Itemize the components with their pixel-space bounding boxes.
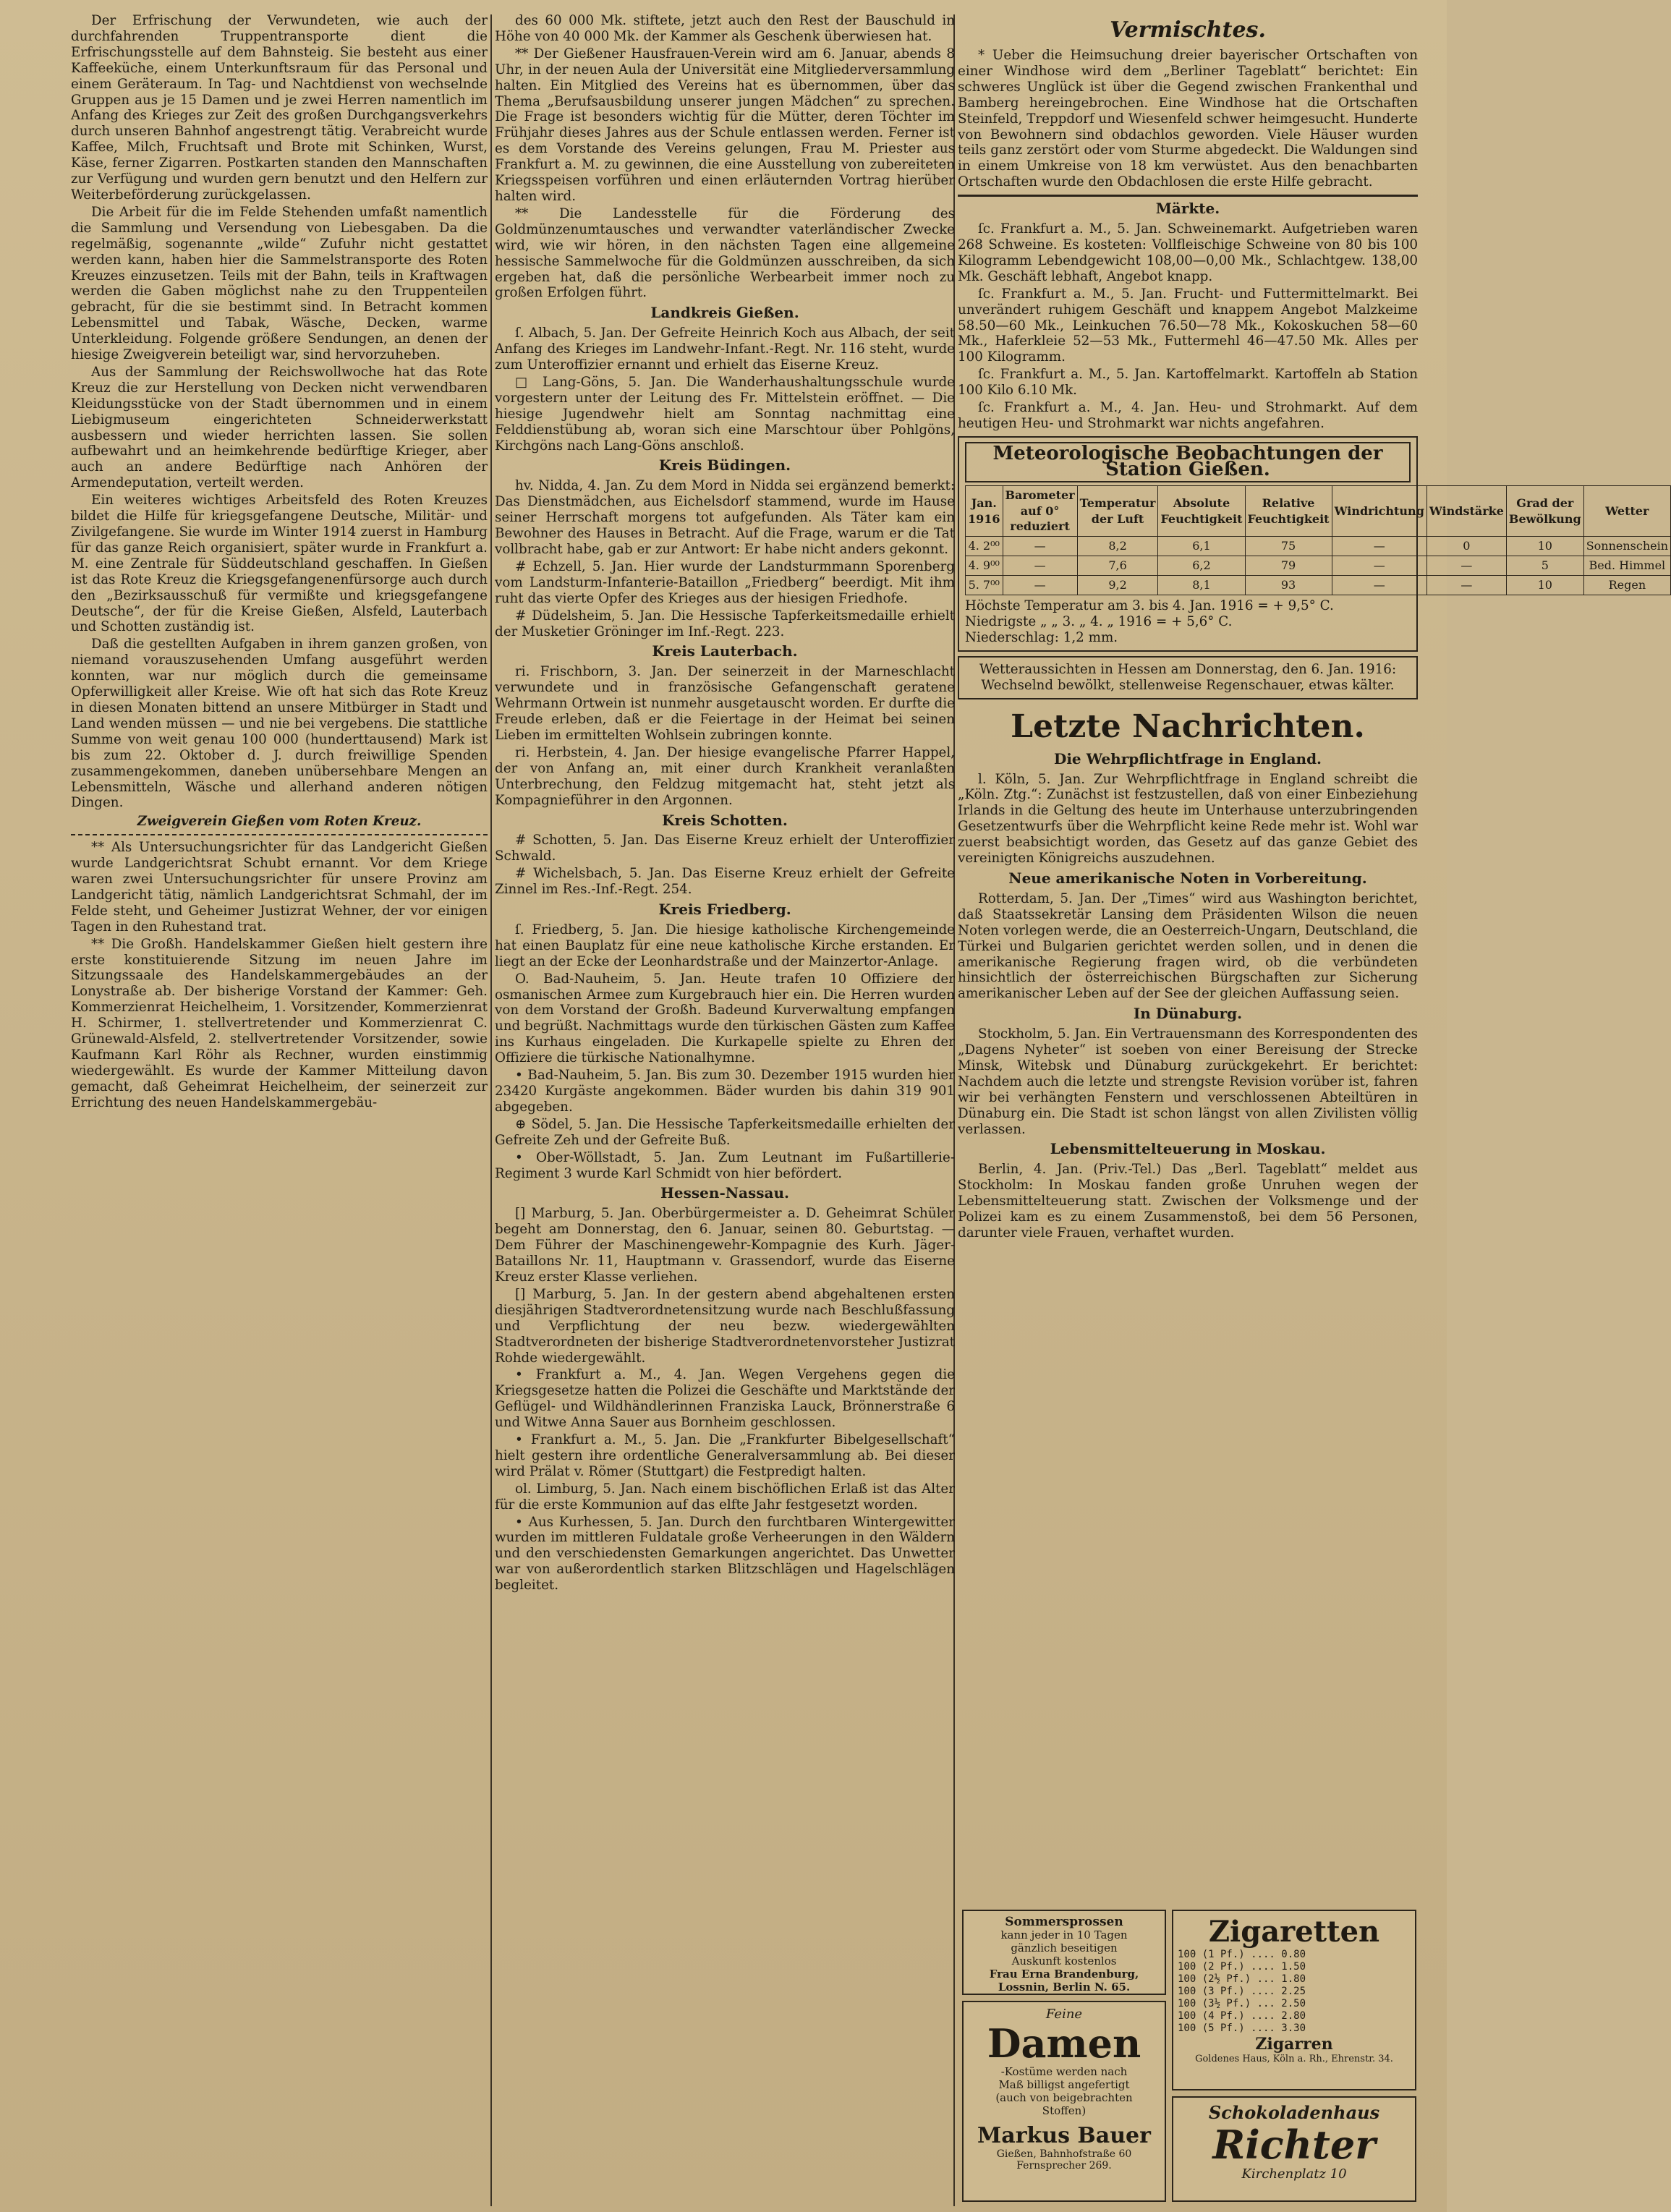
weather-cell: 7,6 [1077,556,1158,576]
ad-line: 100 (4 Pf.) .... 2.80 [1178,2010,1306,2022]
heading-duenaburg: In Dünaburg. [1133,1005,1243,1023]
article-kurhessen: • Aus Kurhessen, 5. Jan. Durch den furchtbaren Wintergewitter wurden im mittleren Fuldatale große Verheerungen in den Wäldern und den verschiedensten Gemarkungen angerichtet. Das Unwetter war von außerordentlich starken Blitzschlägen und Hagelschlägen begleitet. [495,1514,955,1594]
ad-damen-pre: Feine [1045,2007,1083,2022]
ad-line: 100 (2 Pf.) .... 1.50 [1178,1961,1306,1973]
article-schotten: # Schotten, 5. Jan. Das Eiserne Kreuz erhielt der Unteroffizier Schwald. [495,833,955,864]
weather-cell: — [1426,576,1506,595]
weather-row [966,537,1671,556]
article-erfrischung: Der Erfrischung der Verwundeten, wie auch der durchfahrenden Truppentransporte dient die Erfrischungsstelle auf dem Bahnsteig. Sie besteht aus einer Kaffeeküche, einem Unterkunftsraum für das Personal und einem Geräteraum. In Tag- und Nachtdienst von wechselnde Gruppen aus je 15 Damen und je zwei Herren namentlich im Anfang des Krieges zur Zeit des großen Durchgangsverkehrs durch unseren Bahnhof angestrengt tätig. Verabreicht wurde Kaffee, Milch, Fruchtsaft und Brote mit Schinken, Wurst, Käse, ferner Zigarren. Postkarten standen den Mannschaften zur Verfügung und wurden gern benutzt und den Helfern zur Weiterbeförderung zurückgelassen. [71,13,488,203]
weather-header: Temperatur der Luft [1077,485,1158,537]
article-koeln: l. Köln, 5. Jan. Zur Wehrpflichtfrage in England schreibt die „Köln. Ztg.“: Zunächst ist festzustellen, daß von einer Einbeziehung Irlands in die Geltung des heute im Unterhause unterzubringenden Gesetzentwurfs über die Wehrpflicht keine Rede mehr ist. Wohl war zuerst beabsichtigt worden, das Gesetz auf das ganze Gebiet des vereinigten Königreichs auszudehnen. [958,771,1418,867]
weather-cell: 75 [1245,537,1332,556]
article-kriegsgefangene: Ein weiteres wichtiges Arbeitsfeld des Roten Kreuzes bildet die Hilfe für kriegsgefangene Deutsche, Militär- und Zivilgefangene. Sie wurde im Winter 1914 zuerst in Hamburg für das ganze Reich organisiert, später wurde in Frankfurt a. M. eine Zentrale für Süddeutschland geschaffen. In Gießen ist das Rote Kreuz die Kriegsgefangenenfürsorge auch durch den „Bezirksausschuß für vermißte und kriegsgefangene Deutsche“, der für die Kreise Gießen, Alsfeld, Lauterbach und Schotten zuständig ist. [71,493,488,635]
weather-header: Jan. 1916 [966,485,1003,537]
weather-cell: Sonnenschein [1583,537,1670,556]
ad-line: Lossnin, Berlin N. 65. [998,1981,1131,1994]
column-rule-left [490,14,492,2206]
ad-line: Stoffen) [1042,2104,1087,2117]
ad-line: 100 (3 Pf.) .... 2.25 [1178,1986,1306,1997]
ads-area [958,1910,1421,2206]
weather-header: Relative Feuchtigkeit [1245,485,1332,537]
ad-sommersprossen [962,1910,1166,1995]
weather-row [966,556,1671,576]
heading-wehrpflicht: Die Wehrpflichtfrage in England. [1053,749,1322,767]
heading-letzte-nachrichten: Letzte Nachrichten. [1011,707,1365,745]
market-frucht: ſc. Frankfurt a. M., 5. Jan. Frucht- und Futtermittelmarkt. Bei unverändert ruhigem Geschäft und knappem Angebot Malzkeime 58.50—60 Mk., Leinkuchen 76.50—78 Mk., Kokoskuchen 58—60 Mk., Haferkleie 52—53 Mk., Futtermehl 46—47.50 Mk. Alles per 100 Kilogramm. [958,286,1418,365]
weather-cell: Bed. Himmel [1583,556,1670,576]
ad-damen-title: Damen [987,2020,1141,2067]
ad-line: Maß billigst angefertigt [998,2078,1130,2091]
weather-precip: Niederschlag: 1,2 mm. [965,629,1118,645]
article-duedelsheim: # Düdelsheim, 5. Jan. Die Hessische Tapferkeitsmedaille erhielt der Musketier Gröninger im Inf.-Regt. 223. [495,608,955,639]
heading-kreis-lauterbach: Kreis Lauterbach. [652,642,798,660]
article-lang-goens: □ Lang-Göns, 5. Jan. Die Wanderhaushaltungsschule wurde vorgestern unter der Leitung des Fr. Mittelstein eröffnet. — Die hiesige Jugendwehr hielt am Sonntag nachmittag eine Felddienstübung ab, woran sich eine Marschtour über Pohlgöns, Kirchgöns nach Lang-Göns anschloß. [495,374,955,454]
ad-line: 100 (2½ Pf.) ... 1.80 [1178,1973,1306,1985]
weather-title: Meteorologische Beobachtungen der Station Gießen. [965,442,1411,482]
heading-hessen-nassau: Hessen-Nassau. [660,1184,789,1202]
ad-line: 100 (5 Pf.) .... 3.30 [1178,2022,1306,2034]
ad-line: kann jeder in 10 Tagen [1000,1928,1128,1941]
weather-cell: 4. 2⁰⁰ [966,537,1003,556]
ad-damen-address: Gießen, Bahnhofstraße 60 [996,2148,1132,2160]
ad-line: -Kostüme werden nach [1000,2065,1128,2078]
weather-cell: — [1003,556,1077,576]
weather-header: Absolute Feuchtigkeit [1158,485,1245,537]
ad-line: gänzlich beseitigen [1011,1941,1118,1954]
article-reichswollwoche: Aus der Sammlung der Reichswollwoche hat das Rote Kreuz die zur Herstellung von Decken nicht verwendbaren Kleidungsstücke von der Stadt übernommen und in einem Liebigmuseum eingerichteten Schneiderwerkstatt ausbessern und wieder herrichten lassen. Sie sollen aufbewahrt und an heimkehrende bedürftige Krieger, aber auch an andere Bedürftige nach Anhören der Armendeputation, verteilt werden. [71,364,488,491]
ad-schokoladenhaus [1172,2096,1416,2202]
weather-cell: — [1426,556,1506,576]
heading-kreis-schotten: Kreis Schotten. [662,811,788,829]
ad-sommersprossen-title: Sommersprossen [1005,1915,1123,1929]
ad-line: Auskunft kostenlos [1011,1954,1117,1968]
weather-cell: 5. 7⁰⁰ [966,576,1003,595]
article-nidda: hv. Nidda, 4. Jan. Zu dem Mord in Nidda sei ergänzend bemerkt: Das Dienstmädchen, aus Eichelsdorf stammend, wurde im Hause seiner Herrschaft morgens tot aufgefunden. Als Täter kam ein Bewohner des Hauses in Betracht. Auf die Frage, warum er die Tat vollbracht habe, gab er zur Antwort: Er habe nicht anders gekonnt. [495,478,955,557]
article-untersuchungsrichter: ** Als Untersuchungsrichter für das Landgericht Gießen wurde Landgerichtsrat Schubt ernannt. Vor dem Kriege waren zwei Untersuchungsrichter für unsere Provinz am Landgericht tätig, nämlich Landgerichtsrat Schmahl, der im Felde steht, und Geheimer Justizrat Wehner, der vor einigen Tagen in den Ruhestand trat. [71,840,488,935]
article-goldmuenzen: ** Die Landesstelle für die Förderung des Goldmünzenumtausches und verwandter vaterländischer Zwecke wird, wie wir hören, in den nächsten Tagen eine allgemeine hessische Sammelwoche für die Goldmünzen ausschreiben, da sich ergeben hat, daß die persönliche Werbearbeit immer noch zu großen Erfolgen führt. [495,205,955,301]
weather-cell: 10 [1506,576,1583,595]
divider [71,834,488,835]
ad-zigaretten-title: Zigaretten [1208,1915,1380,1949]
article-handelskammer: ** Die Großh. Handelskammer Gießen hielt gestern ihre erste konstituierende Sitzung im neuen Jahre im Sitzungssaale des Handelskammergebäudes an der Lonystraße ab. Der bisherige Vorstand der Kammer: Geh. Kommerzienrat Heichelheim, 1. Vorsitzender, Kommerzienrat H. Schirmer, 1. stellvertretender und Kommerzienrat C. Grünewald-Alsfeld, 2. stellvertretender Vorsitzender, sowie Kaufmann Karl Röhr als Rechner, wurden einstimmig wiedergewählt. Es wurde der Kammer Mitteilung davon gemacht, daß Geheimrat Heichelheim, der seinerzeit zur Errichtung des neuen Handelskammergebäu- [71,936,488,1110]
article-windhose: * Ueber die Heimsuchung dreier bayerischer Ortschaften von einer Windhose wird dem „Berliner Tageblatt“ berichtet: Ein schweres Unglück ist über die Gegend zwischen Frankenthal und Bamberg hereingebrochen. Eine Windhose hat die Ortschaften Steinfeld, Treppdorf und Wiesenfeld schwer heimgesucht. Hunderte von Bewohnern sind obdachlos geworden. Viele Häuser wurden teils ganz zerstört oder vom Sturme abgedeckt. Die Waldungen sind in einem Umkreise von 18 km verwüstet. Aus den benachbarten Ortschaften wurde den Obdachlosen die erste Hilfe gebracht. [958,48,1418,190]
weather-row [966,576,1671,595]
weather-cell: 6,1 [1158,537,1245,556]
weather-cell: — [1003,537,1077,556]
middle-column [495,13,955,2205]
divider [958,195,1418,197]
article-friedberg: ſ. Friedberg, 5. Jan. Die hiesige katholische Kirchengemeinde hat einen Bauplatz für eine neue katholische Kirche erstanden. Er liegt an der Ecke der Leonhardstraße und der Mainzertor-Anlage. [495,922,955,969]
article-berlin: Berlin, 4. Jan. (Priv.-Tel.) Das „Berl. Tageblatt“ meldet aus Stockholm: In Moskau fanden große Unruhen wegen der Lebensmittelteuerung statt. Zwischen der Volksmenge und der Polizei kam es zu einem Zusammenstoß, bei dem 56 Personen, darunter viele Frauen, verhaftet wurden. [958,1162,1418,1241]
ad-schoko-name: Richter [1212,2122,1376,2168]
article-ober-woellstadt: • Ober-Wöllstadt, 5. Jan. Zum Leutnant im Fußartillerie-Regiment 3 wurde Karl Schmidt von hier befördert. [495,1149,955,1181]
ad-zigaretten-footer: Goldenes Haus, Köln a. Rh., Ehrenstr. 34. [1195,2054,1393,2064]
weather-cell: 8,1 [1158,576,1245,595]
article-marburg-2: [] Marburg, 5. Jan. In der gestern abend abgehaltenen ersten diesjährigen Stadtverordnetensitzung wurde nach Beschlußfassung und Verpflichtung der neu bezw. wiedergewählten Stadtverordneten der bisherige Stadtverordnetenvorsteher Justizrat Rohde wiedergewählt. [495,1286,955,1366]
ad-damen-phone: Fernsprecher 269. [1016,2160,1112,2171]
ad-zigarren: Zigarren [1255,2035,1333,2054]
weather-table [965,485,1671,595]
ad-line: Frau Erna Brandenburg, [989,1968,1139,1981]
left-column [71,13,488,2205]
article-hausfrauen-verein: ** Der Gießener Hausfrauen-Verein wird am 6. Januar, abends 8 Uhr, in der neuen Aula der Universität eine Mitgliederversammlung halten. Ein Mitglied des Vereins hat es übernommen, über das Thema „Berufsausbildung unserer jungen Mädchen“ zu sprechen. Die Frage ist besonders wichtig für die Mütter, deren Töchter im Frühjahr dieses Jahres aus der Schule entlassen werden. Ferner ist es dem Vorstande des Vereins gelungen, Frau M. Priester aus Frankfurt a. M. zu gewinnen, die eine Ausstellung von zubereiteten Kriegsspeisen vorführen und einen erläuternden Vortrag hierüber halten wird. [495,46,955,204]
weather-cell: 5 [1506,556,1583,576]
weather-box [958,436,1669,652]
ad-schoko-sub: Kirchenplatz 10 [1241,2166,1347,2182]
weather-max: Höchste Temperatur am 3. bis 4. Jan. 1916 = + 9,5° C. [965,598,1334,614]
heading-moskau: Lebensmittelteuerung in Moskau. [1050,1140,1326,1158]
weather-header: Wetter [1583,485,1670,537]
weather-header-row [966,485,1671,537]
signature: Zweigverein Gießen vom Roten Kreuz. [137,814,422,830]
heading-landkreis-giessen: Landkreis Gießen. [650,304,799,322]
article-limburg: ol. Limburg, 5. Jan. Nach einem bischöflichen Erlaß ist das Alter für die erste Kommunion auf das elfte Jahr festgesetzt worden. [495,1481,955,1513]
weather-min: Niedrigste „ „ 3. „ 4. „ 1916 = + 5,6° C. [965,614,1233,629]
weather-cell: 8,2 [1077,537,1158,556]
weather-cell: 93 [1245,576,1332,595]
heading-kreis-friedberg: Kreis Friedberg. [658,901,791,919]
ad-schoko-title: Schokoladenhaus [1208,2102,1380,2123]
article-stockholm: Stockholm, 5. Jan. Ein Vertrauensmann des Korrespondenten des „Dagens Nyheter“ ist soeben von einer Bereisung der Strecke Minsk, Witebsk und Dünaburg zurückgekehrt. Er berichtet: Nachdem auch die letzte und strengste Revision vorüber ist, fahren wir bei verhängten Fenstern und verschlossenen Abteiltüren in Dünaburg ein. Die Stadt ist schon längst von allen Zivilisten völlig verlassen. [958,1026,1418,1137]
weather-cell: — [1332,556,1426,576]
weather-header: Barometer auf 0° reduziert [1003,485,1077,537]
article-soedel: ⊕ Södel, 5. Jan. Die Hessische Tapferkeitsmedaille erhielten der Gefreite Zeh und der Gefreite Buß. [495,1116,955,1148]
heading-amerikanische-noten: Neue amerikanische Noten in Vorbereitung. [1008,869,1367,887]
article-echzell: # Echzell, 5. Jan. Hier wurde der Landsturmmann Sporenberg vom Landsturm-Infanterie-Bataillon „Friedberg“ beerdigt. Mit ihm ruht das vierte Opfer des Krieges aus der hiesigen Friedhofe. [495,558,955,606]
article-frankfurt-1: • Frankfurt a. M., 4. Jan. Wegen Vergehens gegen die Kriegsgesetze hatten die Polizei die Geschäfte und Marktstände der Geflügel- und Wildhändlerinnen Franziska Lauck, Brönnerstraße 6 und Witwe Anna Sauer aus Bornheim geschlossen. [495,1367,955,1431]
article-frankfurt-2: • Frankfurt a. M., 5. Jan. Die „Frankfurter Bibelgesellschaft“ hielt gestern ihre ordentliche Generalversammlung ab. Bei dieser wird Prälat v. Römer (Stuttgart) die Festpredigt halten. [495,1432,955,1479]
weather-header: Windrichtung [1332,485,1426,537]
ad-damen-name: Markus Bauer [977,2123,1151,2148]
market-heu: ſc. Frankfurt a. M., 4. Jan. Heu- und Strohmarkt. Auf dem heutigen Heu- und Strohmarkt war nichts angefahren. [958,400,1418,431]
heading-vermischtes: Vermischtes. [1110,17,1266,43]
article-frischborn: ri. Frischborn, 3. Jan. Der seinerzeit in der Marneschlacht verwundete und in französische Gefangenschaft geratene Wehrmann Ortwein ist nunmehr ausgetauscht worden. Er durfte die Freude erleben, daß er die Feiertage in der Heimat bei seinen Lieben im ermittelten Wohlsein zubringen konnte. [495,664,955,743]
weather-cell: 9,2 [1077,576,1158,595]
article-liebesgaben: Die Arbeit für die im Felde Stehenden umfaßt namentlich die Sammlung und Versendung von Liebesgaben. Da die regelmäßig, sogenannte „wilde“ Zufuhr nicht gestattet werden kann, haben hier die Sammelstransporte des Roten Kreuzes einzusetzen. Teils mit der Bahn, teils in Kraftwagen werden die Gaben möglichst nahe zu den Truppenteilen gebracht, für die sie bestimmt sind. In Betracht kommen Lebensmittel und Tabak, Wäsche, Decken, warme Unterkleidung. Folgende größere Sendungen, an denen der hiesige Zweigverein beteiligt war, sind hervorzuheben. [71,204,488,363]
heading-kreis-buedingen: Kreis Büdingen. [658,456,791,475]
weather-forecast: Wetteraussichten in Hessen am Donnerstag, den 6. Jan. 1916: Wechselnd bewölkt, stellenweise Regenschauer, etwas kälter. [958,656,1418,699]
ad-line: 100 (1 Pf.) .... 0.80 [1178,1949,1306,1960]
weather-cell: Regen [1583,576,1670,595]
weather-cell: 10 [1506,537,1583,556]
right-column [958,13,1669,1905]
market-schweine: ſc. Frankfurt a. M., 5. Jan. Schweinemarkt. Aufgetrieben waren 268 Schweine. Es kosteten: Vollfleischige Schweine von 80 bis 100 Kilogramm Lebendgewicht 108,00—0,00 Mk., Schlachtgew. 138,00 Mk. Geschäft lebhaft, Angebot knapp. [958,221,1418,284]
weather-cell: 0 [1426,537,1506,556]
article-wichelsbach: # Wichelsbach, 5. Jan. Das Eiserne Kreuz erhielt der Gefreite Zinnel im Res.-Inf.-Regt. 254. [495,866,955,898]
article-opferwilligkeit: Daß die gestellten Aufgaben in ihrem ganzen großen, von niemand vorauszusehenden Umfang ausgeführt werden konnten, war nur möglich durch die gemeinsame Opferwilligkeit aller Kreise. Wie oft hat sich das Rote Kreuz in diesen Monaten bittend an unsere Mitbürger in Stadt und Land wenden müssen — und nie bei vergebens. Die stattliche Summe von weit genau 100 000 (hunderttausend) Mark ist bis zum 22. Oktober d. J. durch freiwillige Spenden zusammengekommen, daneben unübersehbare Mengen an Lebensmitteln, Wäsche und allerhand anderen nötigen Dingen. [71,637,488,811]
heading-maerkte: Märkte. [1155,200,1220,218]
article-albach: ſ. Albach, 5. Jan. Der Gefreite Heinrich Koch aus Albach, der seit Anfang des Krieges im Landwehr-Infant.-Regt. Nr. 116 steht, wurde zum Unteroffizier ernannt und erhielt das Eiserne Kreuz. [495,326,955,373]
article-bad-nauheim-kurgaeste: • Bad-Nauheim, 5. Jan. Bis zum 30. Dezember 1915 wurden hier 23420 Kurgäste angekommen. Bäder wurden bis dahin 319 901 abgegeben. [495,1068,955,1115]
weather-header: Grad der Bewölkung [1506,485,1583,537]
weather-cell: — [1332,537,1426,556]
weather-cell: 79 [1245,556,1332,576]
ad-line: (auch von beigebrachten [995,2091,1133,2104]
article-herbstein: ri. Herbstein, 4. Jan. Der hiesige evangelische Pfarrer Happel, der von Anfang an, mit einer durch Krankheit veranlaßten Unterbrechung, den Feldzug mitgemacht hat, steht jetzt als Kompagnieführer in den Argonnen. [495,744,955,808]
article-bad-nauheim: O. Bad-Nauheim, 5. Jan. Heute trafen 10 Offiziere der osmanischen Armee zum Kurgebrauch hier ein. Die Herren wurden von dem Vorstand der Großh. Badeund Kurverwaltung empfangen und begrüßt. Nachmittags wurde den türkischen Gästen zum Kaffee ins Kurhaus eingeladen. Die Kurkapelle spielte zu Ehren der Offiziere die türkische Nationalhymne. [495,971,955,1066]
weather-header: Windstärke [1426,485,1506,537]
article-bauschuld: des 60 000 Mk. stiftete, jetzt auch den Rest der Bauschuld in Höhe von 40 000 Mk. der Kammer als Geschenk überwiesen hat. [495,13,955,44]
article-marburg-1: [] Marburg, 5. Jan. Oberbürgermeister a. D. Geheimrat Schüler begeht am Donnerstag, den 6. Januar, seinen 80. Geburtstag. — Dem Führer der Maschinengewehr-Kompagnie des Kurh. Jäger-Bataillons Nr. 11, Hauptmann v. Grassendorf, wurde das Eiserne Kreuz erster Klasse verliehen. [495,1206,955,1285]
ad-damen [962,2001,1166,2202]
ad-zigaretten [1172,1910,1416,2090]
weather-cell: 6,2 [1158,556,1245,576]
ad-line: 100 (3½ Pf.) ... 2.50 [1178,1998,1306,2009]
weather-cell: — [1332,576,1426,595]
weather-cell: 4. 9⁰⁰ [966,556,1003,576]
market-kartoffel: ſc. Frankfurt a. M., 5. Jan. Kartoffelmarkt. Kartoffeln ab Station 100 Kilo 6.10 Mk. [958,367,1418,399]
weather-cell: — [1003,576,1077,595]
article-rotterdam: Rotterdam, 5. Jan. Der „Times“ wird aus Washington berichtet, daß Staatssekretär Lansing dem Präsidenten Wilson die neuen Noten vorlegen werde, die an Oesterreich-Ungarn, Deutschland, die Türkei und Bulgarien gerichtet werden sollen, und in denen die amerikanische Regierung fragen wird, ob die verbündeten hinsichtlich der österreichischen Bürgschaften zur Sicherung amerikanischer Leben auf der See der gleichen Auffassung seien. [958,890,1418,1002]
